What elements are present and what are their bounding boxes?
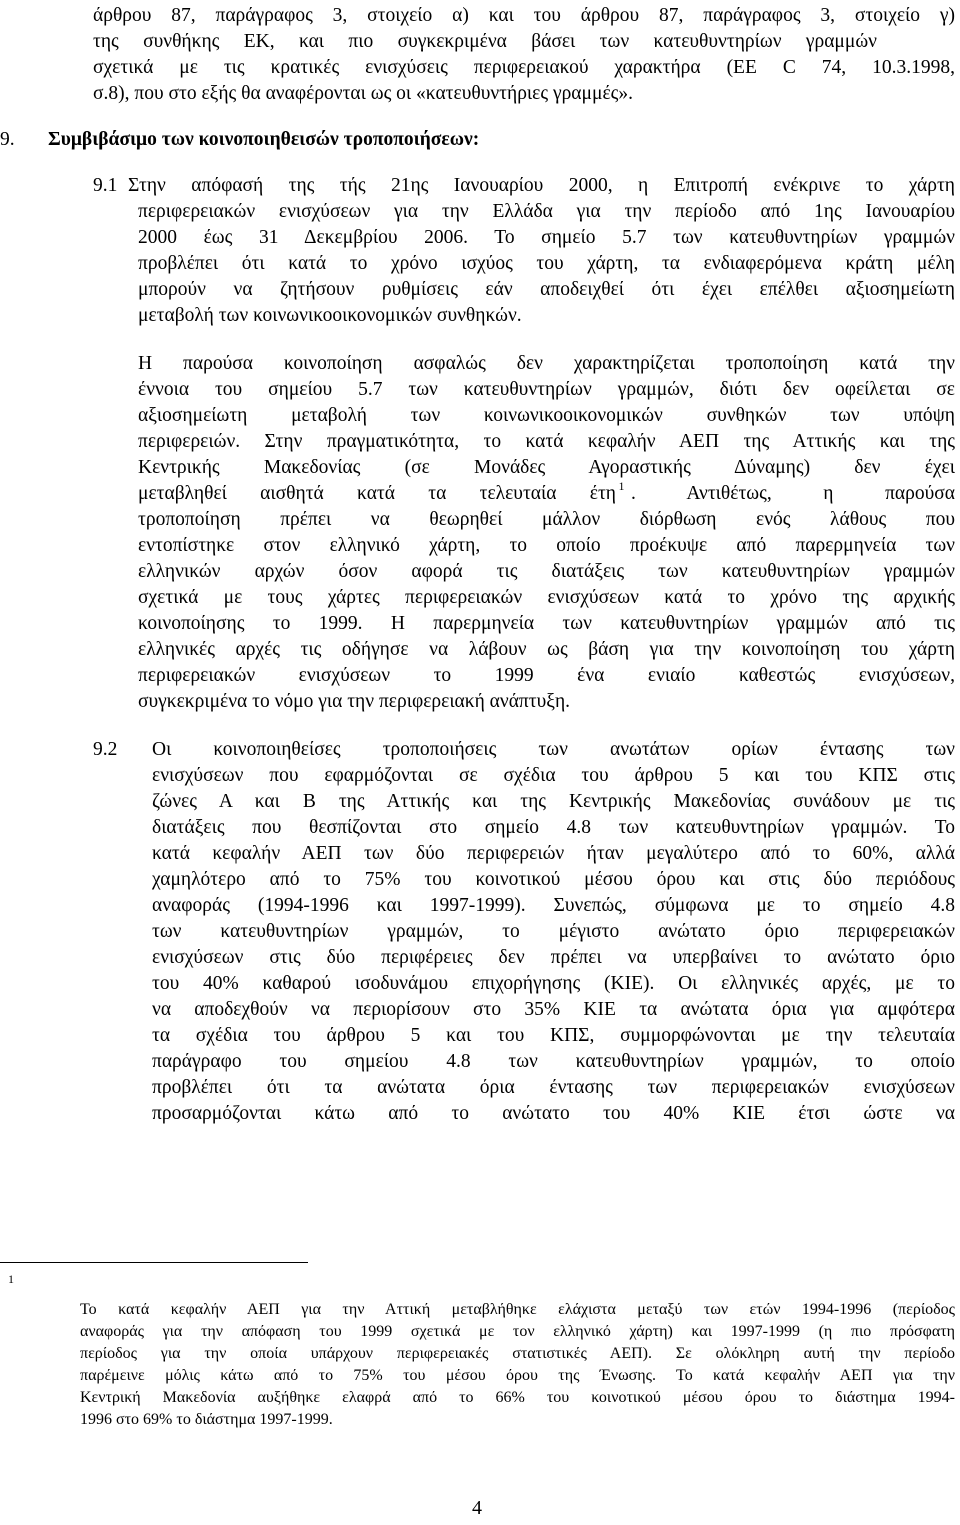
paragraph-text: προβλέπει ότι τα ανώτατα όρια έντασης των περιφερειακών ενισχύσεων: [152, 1077, 955, 1098]
intro-line: άρθρου 87, παράγραφος 3, στοιχείο α) και του άρθρου 87, παράγραφος 3, στοιχείο γ): [93, 5, 955, 26]
page-number: 4: [472, 1497, 482, 1519]
paragraph-text: αξιοσημείωτη μεταβολή των κοινωνικοοικονομικών συνθηκών των υπόψη: [138, 405, 955, 426]
paragraph-text: ενισχύσεων που εφαρμόζονται σε σχέδια του άρθρου 5 και του ΚΠΣ στις: [152, 765, 955, 786]
paragraph-text: προσαρμόζονται κάτω από το ανώτατο του 40% ΚΙΕ έτσι ώστε να: [152, 1103, 955, 1124]
footnote-text: παρέμεινε μόλις κάτω από το 75% του μέσου όρου της Ένωσης. Το κατά κεφαλήν ΑΕΠ για την: [80, 1367, 955, 1384]
paragraph-text: κατά κεφαλήν ΑΕΠ των δύο περιφερειών ήταν μεγαλύτερο από το 60%, αλλά: [152, 843, 955, 864]
paragraph-text: περιφερειακών ενισχύσεων για την Ελλάδα για την περίοδο από 1ης Ιανουαρίου: [138, 201, 955, 222]
footnote-ref: 1: [618, 479, 625, 493]
footnote-text: περίοδος για την οποία υπάρχουν περιφερειακές στατιστικές ΑΕΠ). Σε ολόκληρη αυτή την περίοδο: [80, 1345, 955, 1362]
footnote-separator: [0, 1262, 308, 1263]
footnote-text: Το κατά κεφαλήν ΑΕΠ για την Αττική μεταβλήθηκε ελάχιστα μεταξύ των ετών 1994-1996 (περίοδος: [80, 1301, 955, 1318]
footnote-text: Κεντρική Μακεδονία αυξήθηκε ελαφρά από το 66% του κοινοτικού μέσου όρου το διάστημα 1994-: [80, 1389, 955, 1406]
paragraph-text: ζώνες Α και Β της Αττικής και της Κεντρικής Μακεδονίας συνάδουν με τις: [152, 791, 955, 812]
intro-line: σ.8), που στο εξής θα αναφέρονται ως οι «κατευθυντήριες γραμμές».: [93, 83, 633, 104]
paragraph-text: μεταβολή των κοινωνικοοικονομικών συνθηκών.: [138, 305, 522, 326]
paragraph-text: μπορούν να ζητήσουν ρυθμίσεις εάν αποδειχθεί ότι έχει επέλθει αξιοσημείωτη: [138, 279, 955, 300]
paragraph-text: των κατευθυντηρίων γραμμών, το μέγιστο ανώτατο όριο περιφερειακών: [152, 921, 955, 942]
paragraph-text: να αποδεχθούν να περιορίσουν στο 35% ΚΙΕ τα ανώτατα όρια για αμφότερα: [152, 999, 955, 1020]
footnote-text: 1996 στο 69% το διάστημα 1997-1999.: [80, 1411, 333, 1428]
paragraph-text: . Αντιθέτως, η παρούσα: [631, 483, 955, 504]
paragraph-number: 9.2: [93, 739, 118, 760]
paragraph-text: ελληνικών αρχών όσον αφορά τις διατάξεις των κατευθυντηρίων γραμμών: [138, 561, 955, 582]
paragraph-text: περιφερειακών ενισχύσεων το 1999 ένα ενιαίο καθεστώς ενισχύσεων,: [138, 665, 955, 686]
paragraph-text: διατάξεις που θεσπίζονται στο σημείο 4.8 των κατευθυντηρίων γραμμών. Το: [152, 817, 955, 838]
paragraph-text: Στην απόφασή της τής 21ης Ιανουαρίου 2000, η Επιτροπή ενέκρινε το χάρτη: [128, 175, 955, 196]
footnote-marker: 1: [8, 1272, 14, 1286]
paragraph-text-with-footnote: [138, 479, 955, 506]
paragraph-text: Η παρούσα κοινοποίηση ασφαλώς δεν χαρακτηρίζεται τροποποίηση κατά την: [138, 353, 955, 374]
paragraph-text: περιφερειών. Στην πραγματικότητα, το κατά κεφαλήν ΑΕΠ της Αττικής και της: [138, 431, 955, 452]
paragraph-text: συγκεκριμένα το νόμο για την περιφερειακή ανάπτυξη.: [138, 691, 571, 712]
footnote-text: αναφοράς για την απόφαση του 1999 σχετικά με τον ελληνικό χάρτη) και 1997-1999 (η πιο πρόσφατη: [80, 1323, 955, 1340]
paragraph-text: μεταβληθεί αισθητά κατά τα τελευταία έτη: [138, 483, 616, 504]
paragraph-text: 2000 έως 31 Δεκεμβρίου 2006. Το σημείο 5.7 των κατευθυντηρίων γραμμών: [138, 227, 955, 248]
paragraph-text: τα σχέδια του άρθρου 5 και του ΚΠΣ, συμμορφώνονται με την τελευταία: [152, 1025, 955, 1046]
paragraph-text: Οι κοινοποιηθείσες τροποποιήσεις των ανωτάτων ορίων έντασης των: [152, 739, 955, 760]
paragraph-text: σχετικά με τους χάρτες περιφερειακών ενισχύσεων κατά το χρόνο της αρχικής: [138, 587, 955, 608]
paragraph-text: χαμηλότερο από το 75% του κοινοτικού μέσου όρου και στις δύο περιόδους: [152, 869, 955, 890]
paragraph-text: Κεντρικής Μακεδονίας (σε Μονάδες Αγοραστικής Δύναμης) δεν έχει: [138, 457, 955, 478]
paragraph-text: αναφοράς (1994-1996 και 1997-1999). Συνεπώς, σύμφωνα με το σημείο 4.8: [152, 895, 955, 916]
paragraph-text: ελληνικές αρχές τις οδήγησε να λάβουν ως βάση για την κοινοποίηση του χάρτη: [138, 639, 955, 660]
paragraph-text: παράγραφο του σημείου 4.8 των κατευθυντηρίων γραμμών, το οποίο: [152, 1051, 955, 1072]
intro-line: της συνθήκης ΕΚ, και πιο συγκεκριμένα βάσει των κατευθυντηρίων γραμμών: [93, 31, 877, 52]
paragraph-text: του 40% καθαρού ισοδυνάμου επιχορήγησης (ΚΙΕ). Οι ελληνικές αρχές, με το: [152, 973, 955, 994]
paragraph-text: έννοια του σημείου 5.7 των κατευθυντηρίων γραμμών, διότι δεν οφείλεται σε: [138, 379, 955, 400]
paragraph-number: 9.1: [93, 175, 118, 196]
section-number: 9.: [0, 129, 15, 150]
paragraph-text: εντοπίστηκε στον ελληνικό χάρτη, το οποίο προέκυψε από παρερμηνεία των: [138, 535, 955, 556]
paragraph-text: τροποποίηση πρέπει να θεωρηθεί μάλλον διόρθωση ενός λάθους που: [138, 509, 955, 530]
paragraph-text: προβλέπει ότι κατά το χρόνο ισχύος του χάρτη, τα ενδιαφερόμενα κράτη μέλη: [138, 253, 955, 274]
section-heading: Συμβιβάσιμο των κοινοποιηθεισών τροποποιήσεων:: [48, 129, 480, 150]
intro-line: σχετικά με τις κρατικές ενισχύσεις περιφερειακού χαρακτήρα (ΕΕ C 74, 10.3.1998,: [93, 57, 955, 78]
paragraph-text: κοινοποίησης το 1999. Η παρερμηνεία των κατευθυντηρίων γραμμών από τις: [138, 613, 955, 634]
paragraph-text: ενισχύσεων στις δύο περιφέρειες δεν πρέπει να υπερβαίνει το ανώτατο όριο: [152, 947, 955, 968]
